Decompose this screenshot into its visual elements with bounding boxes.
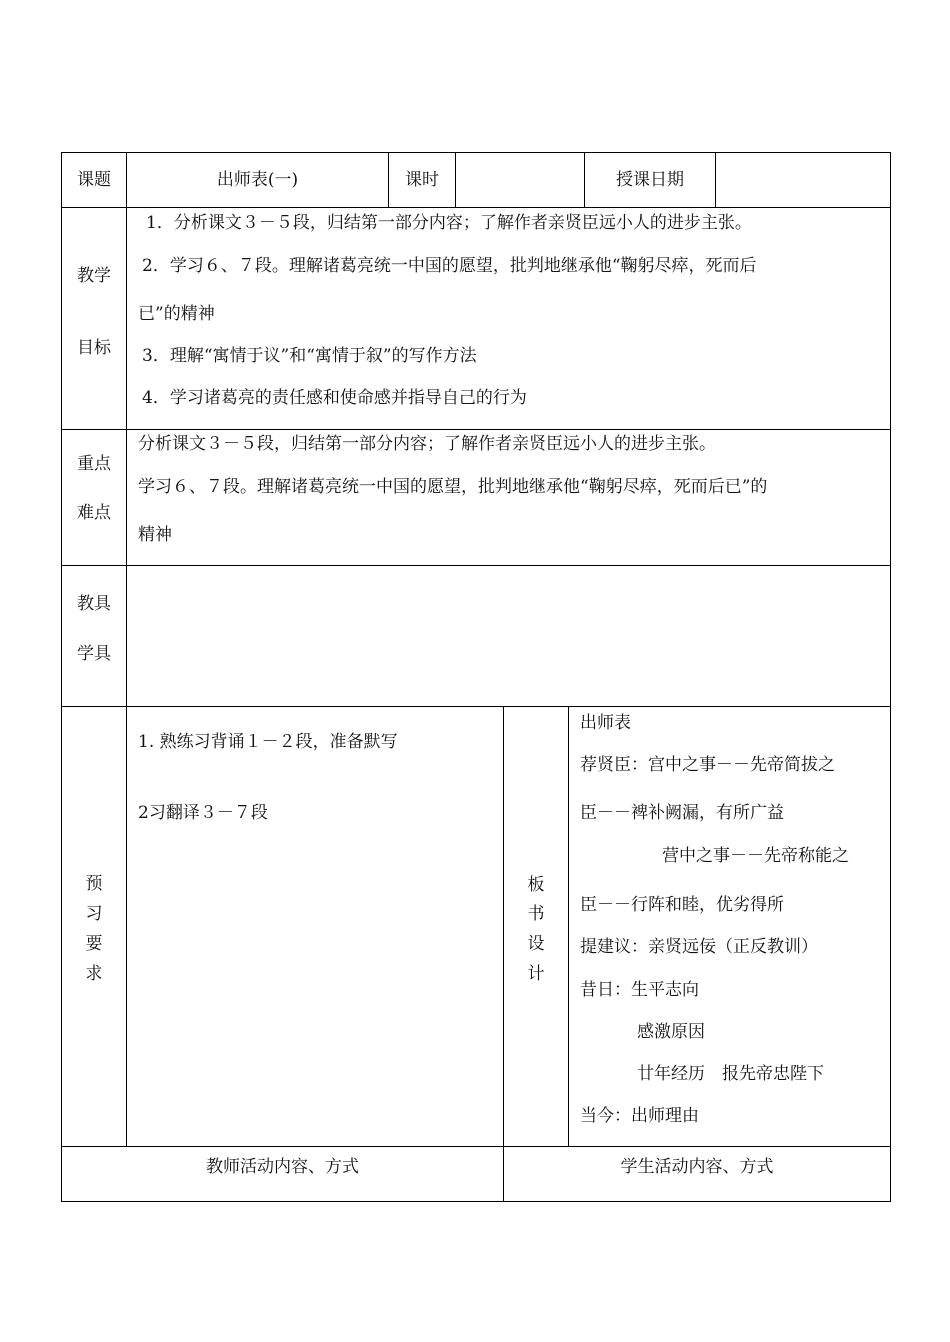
preview-item: 2习翻译３－７段 <box>138 803 268 823</box>
student-activity-header: 学生活动内容、方式 <box>620 1157 774 1177</box>
objective-item: 4．学习诸葛亮的责任感和使命感并指导自己的行为 <box>142 388 527 408</box>
board-line: 营中之事－－先帝称能之 <box>662 846 849 866</box>
board-line: 感激原因 <box>637 1022 705 1042</box>
objective-item: 1．分析课文３－５段，归结第一部分内容；了解作者亲贤臣远小人的进步主张。 <box>146 213 752 233</box>
board-label-1: 板 <box>527 875 545 895</box>
keypoints-label-1: 重点 <box>77 454 111 474</box>
grid-line <box>61 152 62 1202</box>
grid-line <box>890 152 891 1202</box>
materials-label-1: 教具 <box>77 594 111 614</box>
objective-item: 3．理解“寓情于议”和“寓情于叙”的写作方法 <box>142 346 477 366</box>
preview-label-2: 习 <box>85 904 103 924</box>
grid-line <box>503 706 504 1202</box>
keypoint-line: 学习６、７段。理解诸葛亮统一中国的愿望，批判地继承他“鞠躬尽瘁，死而后已”的 <box>138 477 768 497</box>
teacher-activity-header: 教师活动内容、方式 <box>206 1157 359 1177</box>
grid-line <box>568 706 569 1146</box>
grid-line <box>126 152 127 1146</box>
board-line: 臣－－行阵和睦，优劣得所 <box>580 895 784 915</box>
board-line: 荐贤臣：宫中之事－－先帝简拔之 <box>580 755 835 775</box>
board-line: 廿年经历 报先帝忠陛下 <box>637 1064 824 1084</box>
label-topic: 课题 <box>77 170 111 190</box>
label-period: 课时 <box>405 170 439 190</box>
board-line: 提建议：亲贤远佞（正反教训） <box>580 937 818 957</box>
board-line: 昔日：生平志向 <box>580 980 699 1000</box>
objective-item: 已”的精神 <box>138 304 215 324</box>
grid-line <box>61 706 891 707</box>
keypoints-label-2: 难点 <box>77 503 111 523</box>
grid-line <box>715 152 716 207</box>
keypoint-line: 分析课文３－５段，归结第一部分内容；了解作者亲贤臣远小人的进步主张。 <box>138 434 716 454</box>
preview-label-3: 要 <box>85 934 103 954</box>
board-line: 出师表 <box>580 713 631 733</box>
board-label-2: 书 <box>527 904 545 924</box>
grid-line <box>61 565 891 566</box>
grid-line <box>61 1201 891 1202</box>
grid-line <box>61 152 891 153</box>
preview-item: 1. 熟练习背诵１－２段，准备默写 <box>138 732 398 752</box>
topic-value: 出师表(一) <box>216 170 299 190</box>
objectives-label-2: 目标 <box>77 338 111 358</box>
board-label-3: 设 <box>527 934 545 954</box>
board-line: 臣－－裨补阙漏，有所广益 <box>580 803 784 823</box>
board-label-4: 计 <box>527 964 545 984</box>
grid-line <box>455 152 456 207</box>
objective-item: 2．学习６、７段。理解诸葛亮统一中国的愿望，批判地继承他“鞠躬尽瘁，死而后 <box>142 256 757 276</box>
preview-label-1: 预 <box>85 874 103 894</box>
grid-line <box>61 207 891 208</box>
materials-label-2: 学具 <box>77 644 111 664</box>
grid-line <box>61 1146 891 1147</box>
grid-line <box>61 429 891 430</box>
keypoint-line: 精神 <box>138 525 172 545</box>
label-date: 授课日期 <box>616 170 684 190</box>
objectives-label-1: 教学 <box>77 266 111 286</box>
board-line: 当今：出师理由 <box>580 1106 699 1126</box>
preview-label-4: 求 <box>85 964 103 984</box>
